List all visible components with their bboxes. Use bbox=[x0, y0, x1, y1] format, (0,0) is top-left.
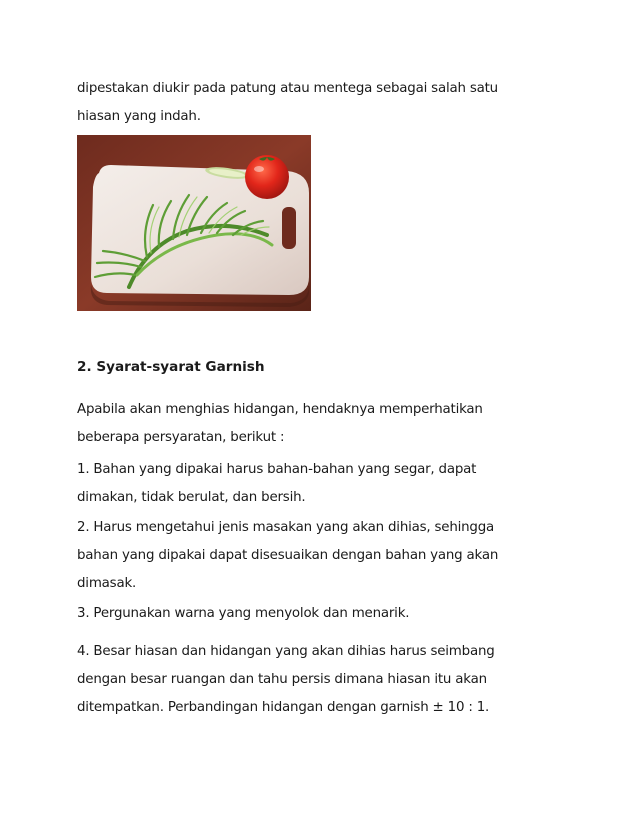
requirement-4-line-2: dengan besar ruangan dan tahu persis dimana hiasan itu akan bbox=[77, 672, 487, 687]
section-intro-paragraph bbox=[77, 396, 557, 452]
requirement-item-3 bbox=[77, 600, 557, 628]
section-intro-line-1: Apabila akan menghias hidangan, hendaknya memperhatikan bbox=[77, 402, 483, 417]
requirement-4-line-1: 4. Besar hiasan dan hidangan yang akan dihias harus seimbang bbox=[77, 644, 495, 659]
requirement-item-2 bbox=[77, 514, 557, 598]
requirement-2-line-1: 2. Harus mengetahui jenis masakan yang akan dihias, sehingga bbox=[77, 520, 495, 535]
requirement-1-line-2: dimakan, tidak berulat, dan bersih. bbox=[77, 490, 306, 505]
requirement-item-4 bbox=[77, 638, 557, 722]
garnish-photo-icon bbox=[77, 135, 311, 311]
requirement-1-line-1: 1. Bahan yang dipakai harus bahan-bahan yang segar, dapat bbox=[77, 462, 477, 477]
section-intro-line-2: beberapa persyaratan, berikut : bbox=[77, 430, 285, 445]
requirement-2-line-2: bahan yang dipakai dapat disesuaikan dengan bahan yang akan bbox=[77, 548, 499, 563]
intro-paragraph bbox=[77, 75, 557, 131]
requirement-item-1 bbox=[77, 456, 557, 512]
section-heading: 2. Syarat-syarat Garnish bbox=[77, 359, 265, 375]
requirement-2-line-3: dimasak. bbox=[77, 576, 137, 591]
intro-line-2: hiasan yang indah. bbox=[77, 109, 201, 124]
intro-line-1: dipestakan diukir pada patung atau mentega sebagai salah satu bbox=[77, 81, 498, 96]
requirement-3-line-1: 3. Pergunakan warna yang menyolok dan menarik. bbox=[77, 606, 410, 621]
requirement-4-line-3: ditempatkan. Perbandingan hidangan dengan garnish ± 10 : 1. bbox=[77, 700, 490, 715]
